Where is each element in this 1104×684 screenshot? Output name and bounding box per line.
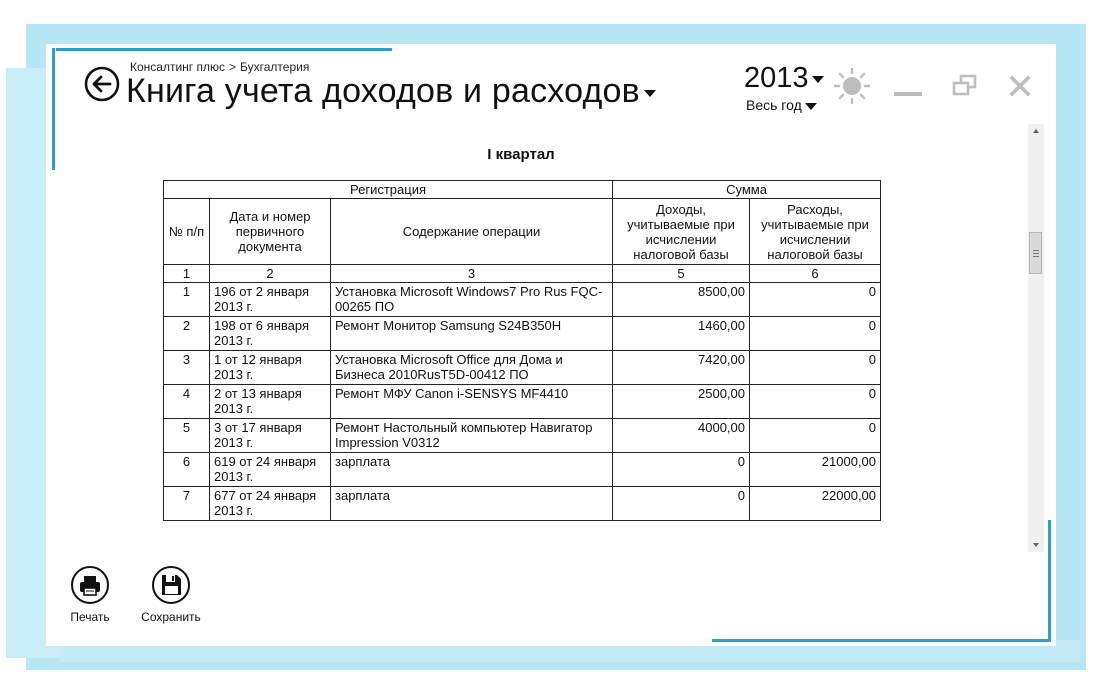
- cell-expense: 21000,00: [750, 453, 881, 487]
- save-button[interactable]: [138, 566, 204, 624]
- table-row: [164, 453, 881, 487]
- cell-number: 1: [164, 283, 210, 317]
- year-selector[interactable]: [744, 62, 824, 95]
- cell-expense: 0: [750, 283, 881, 317]
- page-title-text: Книга учета доходов и расходов: [126, 72, 640, 110]
- cell-income: 0: [613, 453, 750, 487]
- cell-expense: 22000,00: [750, 487, 881, 521]
- scroll-up-button[interactable]: [1028, 124, 1044, 138]
- theme-toggle-button[interactable]: [834, 68, 870, 104]
- cell-document: 3 от 17 января 2013 г.: [210, 419, 331, 453]
- column-header: Содержание операции: [331, 199, 613, 265]
- column-number: 6: [750, 265, 881, 283]
- cell-document: 196 от 2 января 2013 г.: [210, 283, 331, 317]
- column-number: 1: [164, 265, 210, 283]
- column-header: № п/п: [164, 199, 210, 265]
- cell-expense: 0: [750, 419, 881, 453]
- scroll-down-button[interactable]: [1028, 538, 1044, 552]
- chevron-down-icon: [812, 76, 824, 83]
- minimize-button[interactable]: [894, 92, 922, 96]
- printer-icon: [73, 568, 107, 602]
- cell-description: Установка Microsoft Windows7 Pro Rus FQC-00265 ПО: [331, 283, 613, 317]
- column-header: Доходы, учитываемые при исчислении налоговой базы: [613, 199, 750, 265]
- accent-line: [712, 639, 1051, 642]
- table-row: [164, 317, 881, 351]
- income-expense-table: [163, 180, 881, 521]
- table-row: [164, 351, 881, 385]
- app-window: [46, 44, 1056, 646]
- back-arrow-icon: [84, 66, 120, 102]
- quarter-heading: I квартал: [487, 146, 555, 163]
- group-header-registration: Регистрация: [164, 181, 613, 199]
- restore-button[interactable]: [952, 74, 978, 96]
- cell-number: 4: [164, 385, 210, 419]
- column-header: Расходы, учитываемые при исчислении налоговой базы: [750, 199, 881, 265]
- cell-expense: 0: [750, 351, 881, 385]
- accent-line: [56, 48, 392, 51]
- cell-number: 2: [164, 317, 210, 351]
- print-button-circle: [71, 566, 109, 604]
- year-value: 2013: [744, 62, 809, 94]
- cell-description: зарплата: [331, 453, 613, 487]
- cell-document: 1 от 12 января 2013 г.: [210, 351, 331, 385]
- table-row: [164, 419, 881, 453]
- table-row: [164, 487, 881, 521]
- cell-number: 3: [164, 351, 210, 385]
- breadcrumb-separator: >: [229, 60, 237, 74]
- breadcrumb-item-consulting[interactable]: Консалтинг плюс: [130, 60, 226, 74]
- cell-document: 677 от 24 января 2013 г.: [210, 487, 331, 521]
- column-number: 2: [210, 265, 331, 283]
- print-button[interactable]: [62, 566, 118, 624]
- column-number: 3: [331, 265, 613, 283]
- save-button-circle: [152, 566, 190, 604]
- page-title[interactable]: [126, 72, 656, 111]
- chevron-down-icon: [644, 90, 656, 97]
- print-label: Печать: [70, 610, 110, 624]
- cell-description: Ремонт Настольный компьютер Навигатор Impression V0312: [331, 419, 613, 453]
- cell-income: 2500,00: [613, 385, 750, 419]
- vertical-scrollbar[interactable]: [1028, 124, 1044, 552]
- cell-expense: 0: [750, 317, 881, 351]
- cell-income: 0: [613, 487, 750, 521]
- cell-expense: 0: [750, 385, 881, 419]
- save-label: Сохранить: [141, 610, 201, 624]
- cell-number: 6: [164, 453, 210, 487]
- breadcrumb-item-accounting[interactable]: Бухгалтерия: [240, 60, 310, 74]
- period-selector[interactable]: [746, 97, 817, 113]
- column-header: Дата и номер первичного документа: [210, 199, 331, 265]
- cell-description: Ремонт Монитор Samsung S24B350H: [331, 317, 613, 351]
- close-icon: [1008, 74, 1032, 98]
- table-row: [164, 283, 881, 317]
- table-row: [164, 385, 881, 419]
- cell-description: Установка Microsoft Office для Дома и Бизнеса 2010RusT5D-00412 ПО: [331, 351, 613, 385]
- cell-description: Ремонт МФУ Canon i-SENSYS MF4410: [331, 385, 613, 419]
- cell-income: 1460,00: [613, 317, 750, 351]
- accent-line: [52, 48, 55, 170]
- close-button[interactable]: [1008, 74, 1032, 98]
- cell-income: 7420,00: [613, 351, 750, 385]
- group-header-sum: Сумма: [613, 181, 881, 199]
- cell-document: 2 от 13 января 2013 г.: [210, 385, 331, 419]
- chevron-down-icon: [805, 103, 817, 110]
- cell-number: 5: [164, 419, 210, 453]
- scroll-thumb[interactable]: [1029, 232, 1042, 274]
- restore-icon: [952, 74, 978, 96]
- cell-document: 198 от 6 января 2013 г.: [210, 317, 331, 351]
- report-viewport: [46, 124, 1022, 554]
- cell-income: 8500,00: [613, 283, 750, 317]
- cell-description: зарплата: [331, 487, 613, 521]
- accent-line: [1048, 520, 1051, 642]
- cell-document: 619 от 24 января 2013 г.: [210, 453, 331, 487]
- cell-income: 4000,00: [613, 419, 750, 453]
- period-value: Весь год: [746, 97, 802, 113]
- column-number: 5: [613, 265, 750, 283]
- floppy-disk-icon: [154, 568, 188, 602]
- back-button[interactable]: [84, 66, 120, 102]
- cell-number: 7: [164, 487, 210, 521]
- sun-icon: [834, 68, 870, 104]
